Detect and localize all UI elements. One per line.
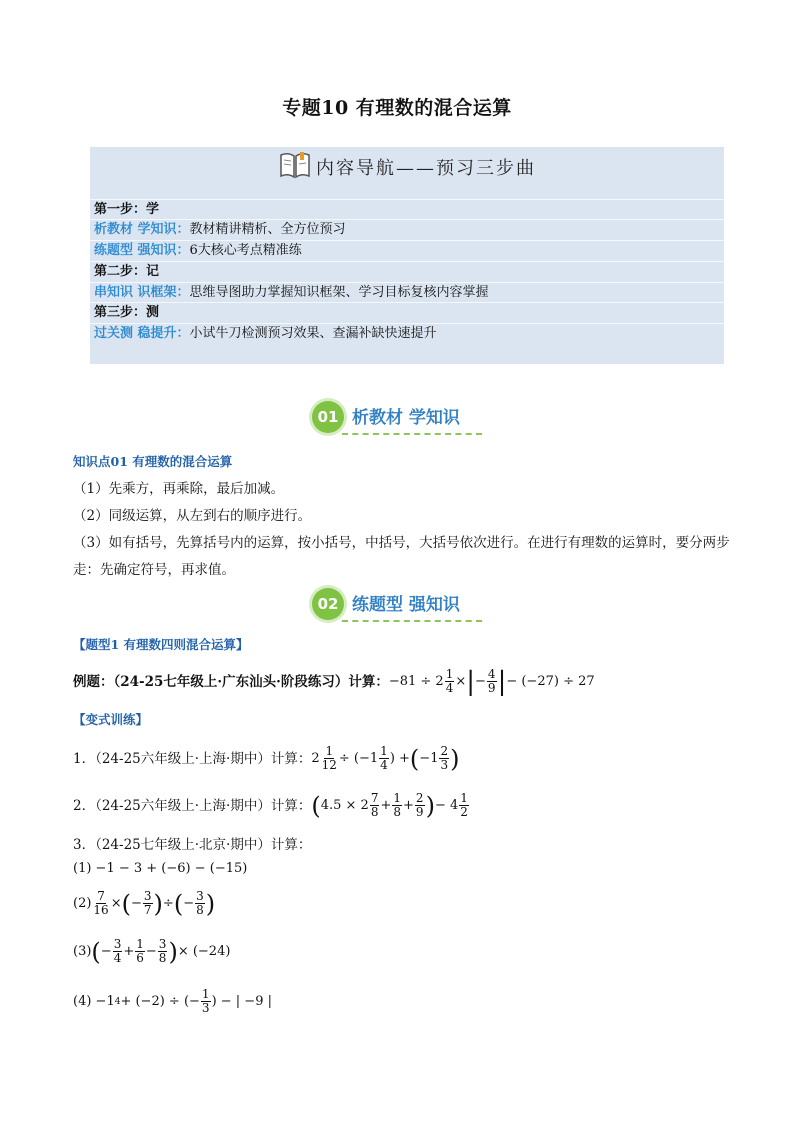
guide-step3	[90, 302, 724, 322]
section-underline	[342, 620, 482, 622]
question-2	[73, 792, 470, 819]
math-text: −1	[419, 750, 439, 766]
math-text: ) − | −9 |	[211, 994, 272, 1009]
math-text: (3)	[73, 944, 92, 959]
paren: )	[153, 889, 163, 918]
step3-label: 第三步：测	[94, 305, 160, 320]
fraction: $\frac{1}{6}$	[136, 937, 144, 965]
fraction: $\frac{3}{8}$	[158, 937, 167, 965]
math-text: ×	[455, 673, 467, 689]
paren: (	[91, 937, 101, 966]
math-text: +	[123, 944, 135, 959]
math-text: + (−2) ÷ (−	[120, 994, 200, 1009]
fraction: $\frac{1}{4}$	[445, 667, 454, 695]
fraction: $\frac{7}{16}$	[93, 889, 109, 917]
paren: (	[409, 744, 420, 773]
book-icon	[278, 150, 312, 184]
paren: )	[425, 791, 435, 820]
line4-label: 过关测 稳提升：	[94, 326, 190, 341]
knowledge-item: （1）先乘方，再乘除，最后加减。	[73, 481, 285, 497]
line2-text: 6大核心考点精准练	[189, 243, 302, 258]
variant-title: 【变式训练】	[73, 712, 149, 727]
section-label: 练题型 强知识	[352, 594, 460, 615]
math-text: 2	[311, 750, 320, 766]
math-text: −	[145, 944, 157, 959]
knowledge-item: 走：先确定符号，再求值。	[73, 562, 235, 578]
guide-header	[90, 147, 724, 187]
math-text: − (−27) ÷ 27	[506, 673, 595, 689]
section-underline	[342, 433, 482, 435]
line3-text: 思维导图助力掌握知识框架、学习目标复核内容掌握	[189, 285, 489, 300]
step2-label: 第二步：记	[94, 264, 160, 279]
guide-heading: 内容导航——预习三步曲	[316, 158, 536, 179]
line1-text: 教材精讲精析、全方位预习	[189, 222, 346, 237]
question-prefix: 2．（24-25六年级上·上海·期中）计算：	[73, 797, 312, 814]
step1-label: 第一步：学	[94, 202, 160, 217]
sub-question-3	[73, 938, 230, 965]
fraction: $\frac{1}{8}$	[393, 791, 402, 819]
line4-text: 小试牛刀检测预习效果、查漏补缺快速提升	[189, 326, 437, 341]
fraction: $\frac{1}{2}$	[460, 791, 468, 819]
math-text: × (−24)	[177, 944, 231, 959]
fraction: $\frac{3}{7}$	[143, 889, 152, 917]
math-text: −	[183, 896, 195, 911]
math-text: ×	[110, 896, 122, 911]
abs-bar: |	[497, 666, 507, 697]
math-text: (2)	[73, 896, 92, 911]
page-title: 专题10 有理数的混合运算	[282, 97, 512, 119]
example-problem	[73, 668, 595, 695]
fraction: $\frac{1}{4}$	[380, 744, 388, 772]
sub-question-2	[73, 890, 215, 917]
math-text: −	[100, 944, 112, 959]
knowledge-item: （2）同级运算，从左到右的顺序进行。	[73, 508, 312, 524]
math-text: −	[130, 896, 142, 911]
sub-question-1: (1) −1 − 3 + (−6) − (−15)	[73, 861, 248, 876]
paren: )	[450, 744, 460, 773]
math-text: ) +	[389, 750, 410, 766]
example-prefix: 例题：（24-25七年级上·广东汕头·阶段练习）计算：	[73, 673, 389, 690]
math-text: −81 ÷ 2	[388, 673, 444, 689]
fraction: $\frac{3}{4}$	[113, 937, 122, 965]
paren: )	[205, 889, 216, 918]
section-number-badge: 02	[312, 588, 344, 620]
guide-step2	[90, 261, 724, 281]
line3-label: 串知识 识框架：	[94, 285, 190, 300]
question-3: 3．（24-25七年级上·北京·期中）计算：	[73, 837, 312, 853]
paren: (	[173, 889, 184, 918]
math-text: ÷	[162, 896, 174, 911]
fraction: $\frac{7}{8}$	[370, 791, 379, 819]
guide-line-1	[90, 219, 724, 239]
question-1	[73, 745, 459, 772]
section-02-heading	[312, 588, 460, 620]
exponent: 4	[114, 996, 121, 1007]
fraction: $\frac{2}{3}$	[440, 744, 449, 772]
guide-line-4	[90, 323, 724, 343]
question-type-title: 【题型1 有理数四则混合运算】	[73, 637, 249, 652]
paren: (	[121, 889, 131, 918]
section-label: 析教材 学知识	[352, 407, 460, 428]
fraction: $\frac{1}{12}$	[321, 744, 337, 772]
math-text: ÷ (−1	[338, 750, 379, 766]
section-01-heading	[312, 401, 460, 433]
line1-label: 析教材 学知识：	[94, 222, 190, 237]
guide-step1	[90, 199, 724, 219]
fraction: $\frac{4}{9}$	[487, 667, 496, 695]
fraction: $\frac{2}{9}$	[415, 791, 424, 819]
section-number-badge: 01	[312, 401, 344, 433]
knowledge-point-title: 知识点01 有理数的混合运算	[73, 454, 233, 469]
guide-line-3	[90, 282, 724, 302]
question-prefix: 1．（24-25六年级上·上海·期中）计算：	[73, 750, 312, 767]
fraction: $\frac{3}{8}$	[196, 889, 204, 917]
paren: (	[311, 791, 321, 820]
math-text: (4) −1	[73, 994, 115, 1009]
guide-line-2	[90, 240, 724, 260]
abs-bar: |	[466, 666, 476, 697]
math-text: −	[475, 673, 486, 689]
math-text: +	[403, 797, 414, 813]
knowledge-item: （3）如有括号，先算括号内的运算，按小括号，中括号，大括号依次进行。在进行有理数的运算时，要分两步	[73, 535, 730, 551]
sub-question-4	[73, 988, 272, 1015]
fraction: $\frac{1}{3}$	[201, 987, 210, 1015]
line2-label: 练题型 强知识：	[94, 243, 190, 258]
math-text: +	[380, 797, 392, 813]
paren: )	[168, 937, 178, 966]
math-text: 4.5 × 2	[320, 797, 369, 813]
math-text: − 4	[434, 797, 459, 813]
